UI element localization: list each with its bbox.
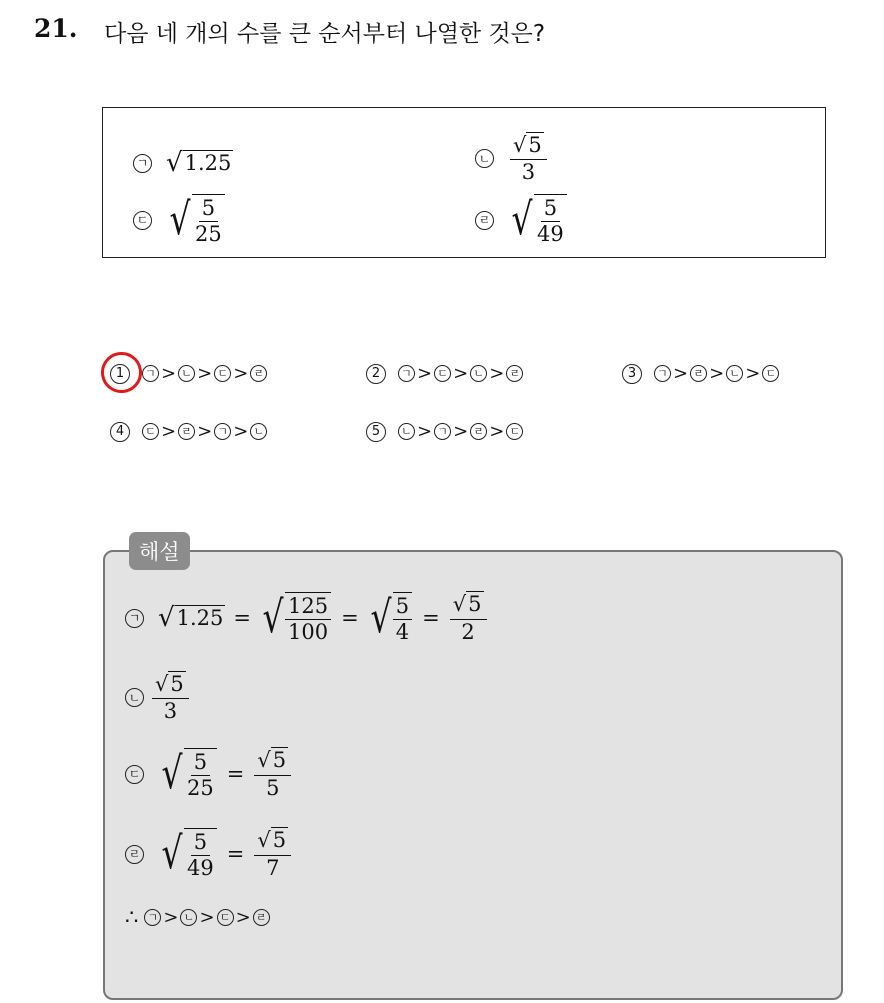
greater-than-symbol: > (199, 906, 215, 928)
choice-5[interactable] (366, 421, 523, 442)
choice-number: 4 (110, 422, 130, 442)
choice-marker: ㄹ (250, 365, 267, 382)
greater-than-symbol: > (745, 363, 761, 384)
choice-marker: ㄴ (726, 365, 743, 382)
choice-marker: ㄴ (398, 423, 415, 440)
conclusion-marker: ㄱ (144, 909, 161, 926)
greater-than-symbol: > (197, 421, 213, 442)
choice-4[interactable] (110, 421, 267, 442)
problem-box (102, 107, 826, 258)
greater-than-symbol: > (233, 421, 249, 442)
choice-marker: ㄴ (178, 365, 195, 382)
choice-number: 2 (366, 364, 386, 384)
item-d: ㄹ √ $\frac{5}{49}$ (475, 194, 569, 246)
greater-than-symbol: > (489, 421, 505, 442)
choice-marker: ㄴ (470, 365, 487, 382)
greater-than-symbol: > (235, 906, 251, 928)
choice-number: 3 (622, 364, 642, 384)
choice-2[interactable] (366, 363, 523, 384)
choice-marker: ㄹ (506, 365, 523, 382)
choice-marker: ㄱ (398, 365, 415, 382)
choice-number: 1 (110, 364, 130, 384)
conclusion-marker: ㄹ (253, 909, 270, 926)
item-c: ㄷ √ $\frac{5}{25}$ (133, 194, 227, 246)
question-number: 21. (34, 14, 78, 43)
marker-c: ㄷ (133, 211, 152, 230)
marker-d: ㄹ (475, 211, 494, 230)
greater-than-symbol: > (453, 363, 469, 384)
choice-marker: ㄱ (142, 365, 159, 382)
greater-than-symbol: > (233, 363, 249, 384)
choice-1[interactable] (110, 363, 267, 384)
marker-a: ㄱ (133, 154, 152, 173)
choice-marker: ㄷ (434, 365, 451, 382)
choice-marker: ㄱ (214, 423, 231, 440)
greater-than-symbol: > (161, 363, 177, 384)
choice-marker: ㄷ (214, 365, 231, 382)
greater-than-symbol: > (417, 363, 433, 384)
question-text: 다음 네 개의 수를 큰 순서부터 나열한 것은? (104, 21, 546, 47)
choice-marker: ㄹ (470, 423, 487, 440)
greater-than-symbol: > (163, 906, 179, 928)
choice-marker: ㄷ (142, 423, 159, 440)
greater-than-symbol: > (673, 363, 689, 384)
choice-number: 5 (366, 422, 386, 442)
solution-conclusion (125, 905, 270, 929)
greater-than-symbol: > (489, 363, 505, 384)
therefore-symbol: ∴ (125, 905, 139, 929)
greater-than-symbol: > (161, 421, 177, 442)
choice-marker: ㄱ (434, 423, 451, 440)
choice-3[interactable] (622, 363, 779, 384)
marker-b: ㄴ (475, 149, 494, 168)
solution-line-a: ㄱ √ 1.25 = √ $\frac{125}{100}$ = √ $\frac{5}{4}$ = $\frac{√5}{2}$ (125, 592, 489, 644)
solution-tag: 해설 (129, 532, 190, 570)
choice-marker: ㄴ (250, 423, 267, 440)
item-b: ㄴ $\frac{√5}{3}$ (475, 133, 549, 184)
conclusion-marker: ㄷ (217, 909, 234, 926)
conclusion-marker: ㄴ (180, 909, 197, 926)
greater-than-symbol: > (197, 363, 213, 384)
item-a-value: 1.25 (184, 151, 232, 175)
choice-marker: ㄹ (178, 423, 195, 440)
solution-line-b: ㄴ $\frac{√5}{3}$ (125, 672, 191, 723)
solution-line-c: ㄷ √ $\frac{5}{25}$ = $\frac{√5}{5}$ (125, 748, 293, 800)
greater-than-symbol: > (453, 421, 469, 442)
choice-marker: ㄱ (654, 365, 671, 382)
greater-than-symbol: > (417, 421, 433, 442)
greater-than-symbol: > (709, 363, 725, 384)
choice-marker: ㄷ (762, 365, 779, 382)
choice-marker: ㄷ (506, 423, 523, 440)
solution-line-d: ㄹ √ $\frac{5}{49}$ = $\frac{√5}{7}$ (125, 828, 293, 880)
choice-marker: ㄹ (690, 365, 707, 382)
item-a: ㄱ √ 1.25 (133, 150, 233, 176)
